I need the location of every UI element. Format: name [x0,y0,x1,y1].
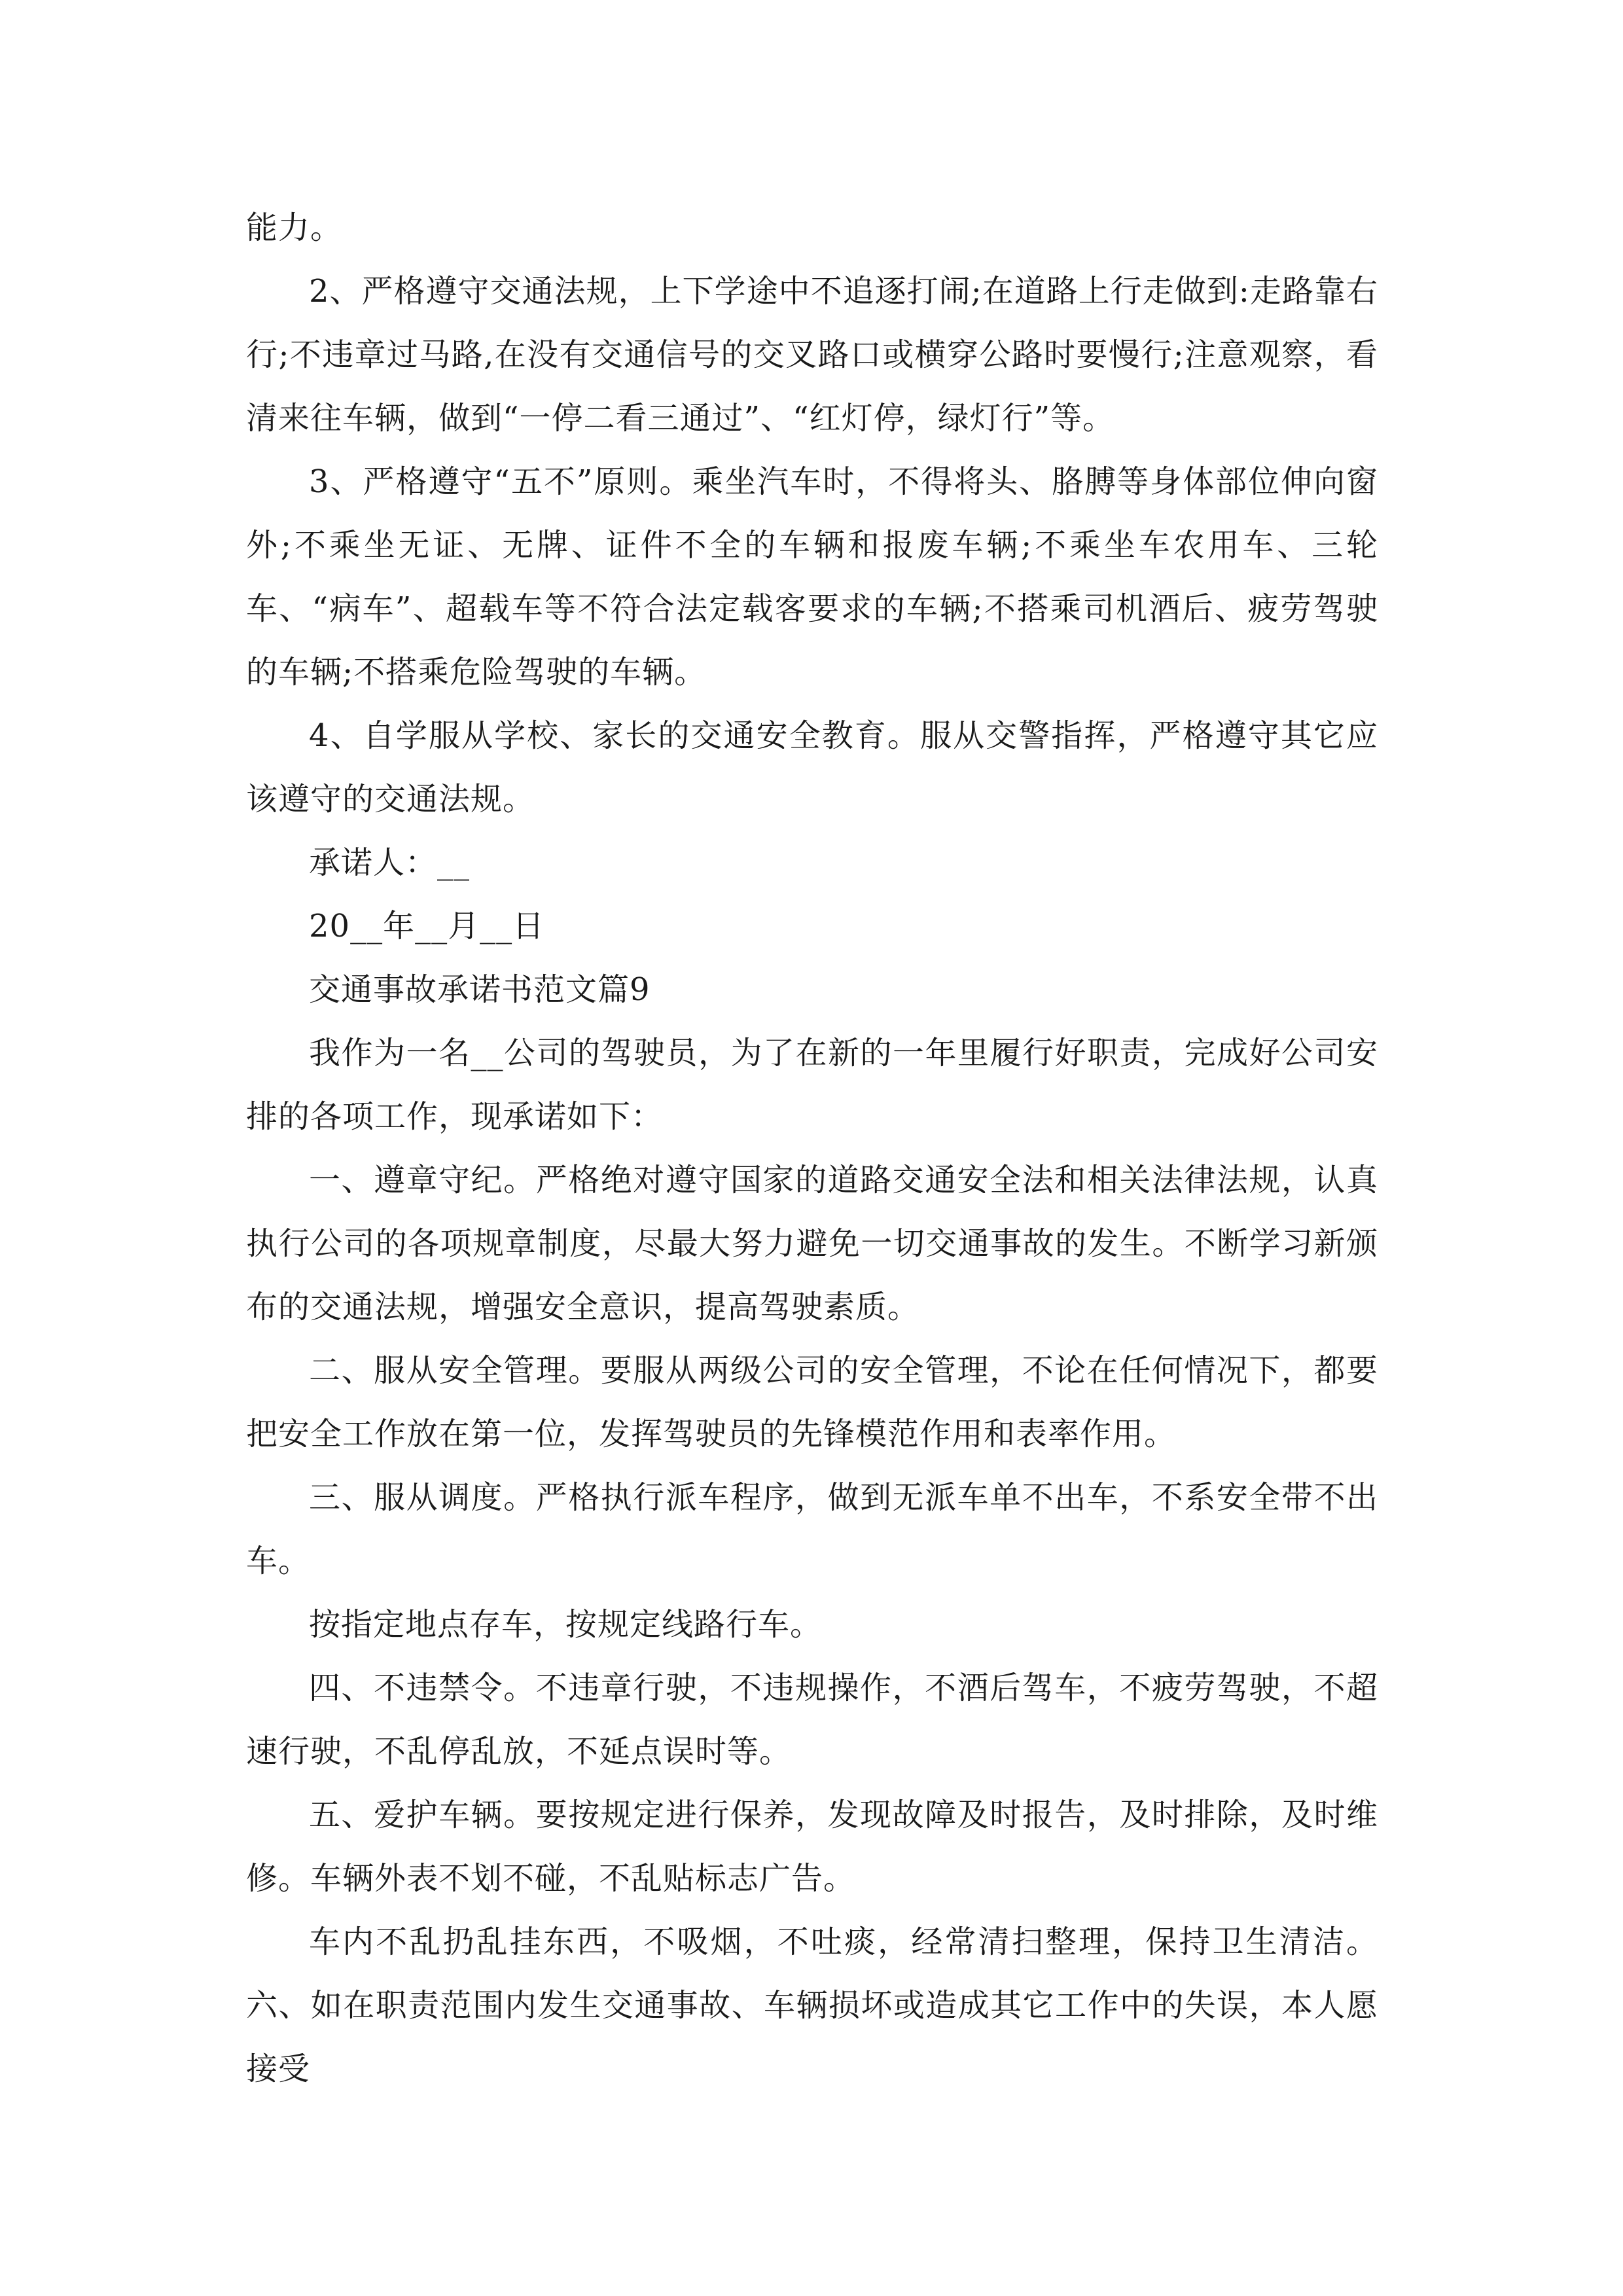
signature-line: 承诺人：__ [309,844,471,881]
date-line: 20__年__月__日 [309,908,545,944]
paragraph-pledge-1: 一、遵章守纪。严格绝对遵守国家的道路交通安全法和相关法律法规，认真执行公司的各项规章制度，尽最大努力避免一切交通事故的发生。不断学习新颁布的交通法规，增强安全意识，提高驾驶素质。 [246,1162,1378,1325]
paragraph-pledge-3-cont: 按指定地点存车，按规定线路行车。 [309,1606,823,1643]
paragraph-continuation: 能力。 [246,209,343,246]
paragraph-item-4: 4、自学服从学校、家长的交通安全教育。服从交警指挥，严格遵守其它应该遵守的交通法规。 [246,717,1378,817]
paragraph-pledge-3: 三、服从调度。严格执行派车程序，做到无派车单不出车，不系安全带不出车。 [246,1479,1378,1579]
section-title: 交通事故承诺书范文篇9 [309,971,651,1008]
paragraph-pledge-4: 四、不违禁令。不违章行驶，不违规操作，不酒后驾车，不疲劳驾驶，不超速行驶，不乱停乱放，不延点误时等。 [246,1670,1378,1770]
paragraph-pledge-5-cont: 车内不乱扔乱挂东西，不吸烟，不吐痰，经常清扫整理，保持卫生清洁。六、如在职责范围内发生交通事故、车辆损坏或造成其它工作中的失误，本人愿接受 [246,1924,1378,2087]
paragraph-pledge-5: 五、爱护车辆。要按规定进行保养，发现故障及时报告，及时排除，及时维修。车辆外表不划不碰，不乱贴标志广告。 [246,1797,1378,1897]
document-body [246,196,1378,2101]
paragraph-intro: 我作为一名__公司的驾驶员，为了在新的一年里履行好职责，完成好公司安排的各项工作，现承诺如下： [246,1035,1378,1135]
paragraph-item-3: 3、严格遵守“五不”原则。乘坐汽车时，不得将头、胳膊等身体部位伸向窗外;不乘坐无证、无牌、证件不全的车辆和报废车辆;不乘坐车农用车、三轮车、“病车”、超载车等不符合法定载客要求的车辆;不搭乘司机酒后、疲劳驾驶的车辆;不搭乘危险驾驶的车辆。 [246,463,1378,691]
paragraph-pledge-2: 二、服从安全管理。要服从两级公司的安全管理，不论在任何情况下，都要把安全工作放在第一位，发挥驾驶员的先锋模范作用和表率作用。 [246,1352,1378,1452]
paragraph-item-2: 2、严格遵守交通法规，上下学途中不追逐打闹;在道路上行走做到:走路靠右行;不违章过马路,在没有交通信号的交叉路口或横穿公路时要慢行;注意观察，看清来往车辆，做到“一停二看三通过”、“红灯停，绿灯行”等。 [246,273,1378,437]
